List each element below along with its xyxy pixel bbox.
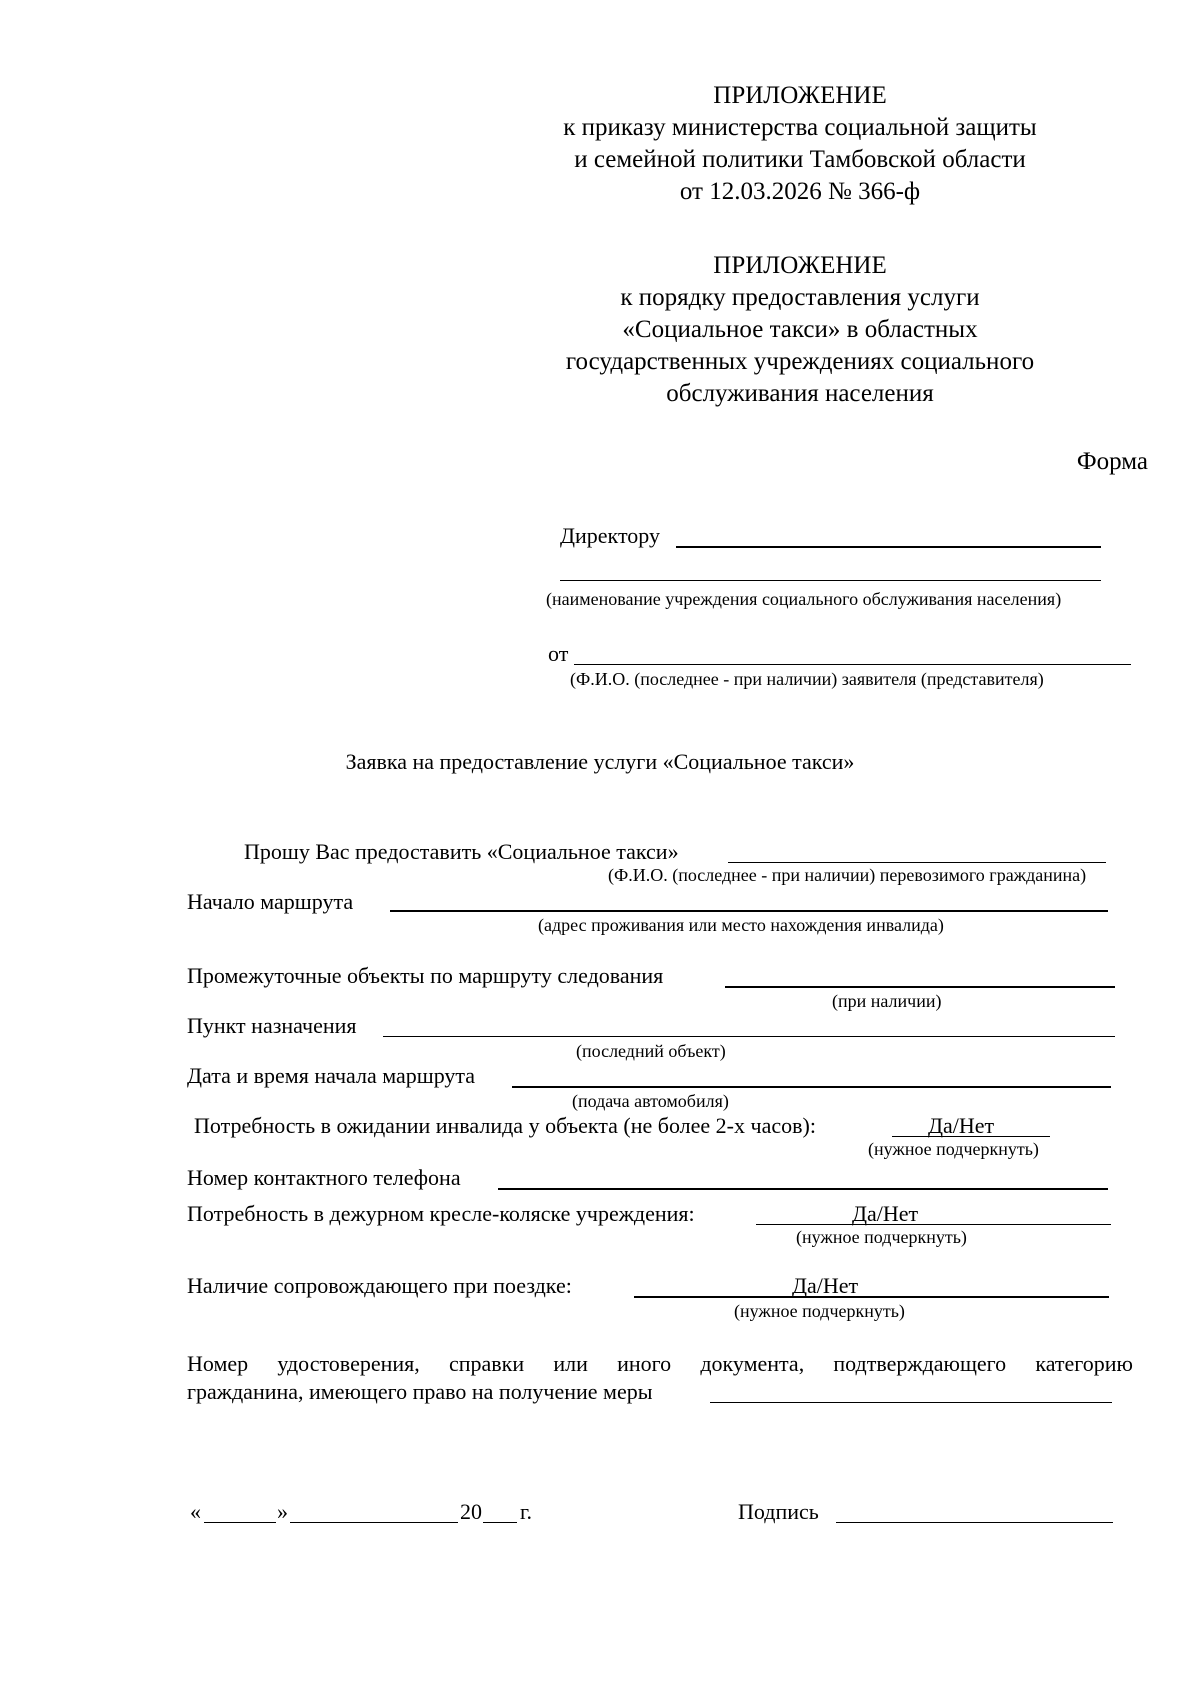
order-appendix-header — [500, 80, 1100, 208]
datetime-label: Дата и время начала маршрута — [187, 1063, 476, 1088]
date-year-prefix: 20 — [460, 1499, 482, 1524]
wheelchair-value[interactable]: Да/Нет — [852, 1201, 919, 1226]
wheelchair-hint: (нужное подчеркнуть) — [796, 1227, 967, 1247]
institution-line[interactable] — [560, 580, 1101, 581]
phone-label: Номер контактного телефона — [187, 1165, 461, 1190]
passenger-name-line[interactable] — [728, 862, 1106, 863]
applicant-name-line[interactable] — [574, 664, 1131, 665]
escort-value[interactable]: Да/Нет — [792, 1273, 859, 1298]
director-name-line[interactable] — [676, 546, 1101, 548]
destination-label: Пункт назначения — [187, 1013, 357, 1038]
date-year-suffix: г. — [520, 1499, 533, 1524]
form-label: Форма — [1076, 448, 1148, 475]
director-label: Директору — [560, 523, 660, 548]
from-label: от — [548, 641, 569, 666]
request-title: Заявка на предоставление услуги «Социальное такси» — [345, 749, 855, 774]
date-year-line[interactable] — [483, 1522, 517, 1523]
document-label-line1: Номер удостоверения, справки или иного документа, подтверждающего категорию — [187, 1351, 1133, 1376]
waiting-value[interactable]: Да/Нет — [928, 1113, 995, 1138]
date-close-quote: » — [277, 1499, 288, 1524]
waiting-hint: (нужное подчеркнуть) — [868, 1139, 1039, 1159]
wheelchair-label: Потребность в дежурном кресле-коляске учреждения: — [187, 1201, 695, 1226]
appendix-line: обслуживания населения — [666, 380, 934, 407]
intermediate-hint: (при наличии) — [832, 991, 942, 1011]
document-label-line2: гражданина, имеющего право на получение меры — [187, 1379, 653, 1404]
escort-label: Наличие сопровождающего при поездке: — [187, 1273, 572, 1298]
datetime-hint: (подача автомобиля) — [572, 1091, 729, 1111]
intermediate-line[interactable] — [725, 986, 1115, 988]
appendix-line: от 12.03.2026 № 366-ф — [679, 178, 921, 205]
appendix-line: «Социальное такси» в областных — [622, 316, 978, 343]
wheelchair-line[interactable] — [756, 1224, 1111, 1225]
request-label: Прошу Вас предоставить «Социальное такси» — [244, 839, 679, 864]
destination-hint: (последний объект) — [576, 1041, 726, 1061]
document-line[interactable] — [710, 1402, 1112, 1403]
waiting-label: Потребность в ожидании инвалида у объекта (не более 2-х часов): — [194, 1113, 816, 1138]
appendix-line: и семейной политики Тамбовской области — [574, 146, 1026, 173]
phone-line[interactable] — [498, 1188, 1108, 1190]
date-month-line[interactable] — [290, 1522, 458, 1523]
appendix-line: государственных учреждениях социального — [565, 348, 1035, 375]
destination-line[interactable] — [383, 1036, 1115, 1037]
datetime-line[interactable] — [512, 1086, 1111, 1088]
date-open-quote: « — [190, 1499, 201, 1524]
institution-hint: (наименование учреждения социального обслуживания населения) — [546, 589, 1062, 609]
intermediate-label: Промежуточные объекты по маршруту следования — [187, 963, 664, 988]
escort-hint: (нужное подчеркнуть) — [734, 1301, 905, 1321]
appendix-line: к приказу министерства социальной защиты — [563, 114, 1037, 141]
route-start-label: Начало маршрута — [187, 889, 354, 914]
applicant-hint: (Ф.И.О. (последнее - при наличии) заявителя (представителя) — [570, 669, 1044, 689]
route-start-line[interactable] — [390, 910, 1108, 912]
appendix-line: к порядку предоставления услуги — [620, 284, 980, 311]
date-day-line[interactable] — [204, 1522, 276, 1523]
passenger-hint: (Ф.И.О. (последнее - при наличии) перевозимого гражданина) — [608, 865, 1087, 885]
appendix-title: ПРИЛОЖЕНИЕ — [713, 252, 887, 279]
procedure-appendix-header — [500, 250, 1100, 410]
escort-line[interactable] — [634, 1296, 1109, 1298]
route-start-hint: (адрес проживания или место нахождения инвалида) — [538, 915, 944, 935]
signature-label: Подпись — [738, 1499, 819, 1524]
appendix-title: ПРИЛОЖЕНИЕ — [713, 82, 887, 109]
signature-line[interactable] — [836, 1522, 1113, 1523]
